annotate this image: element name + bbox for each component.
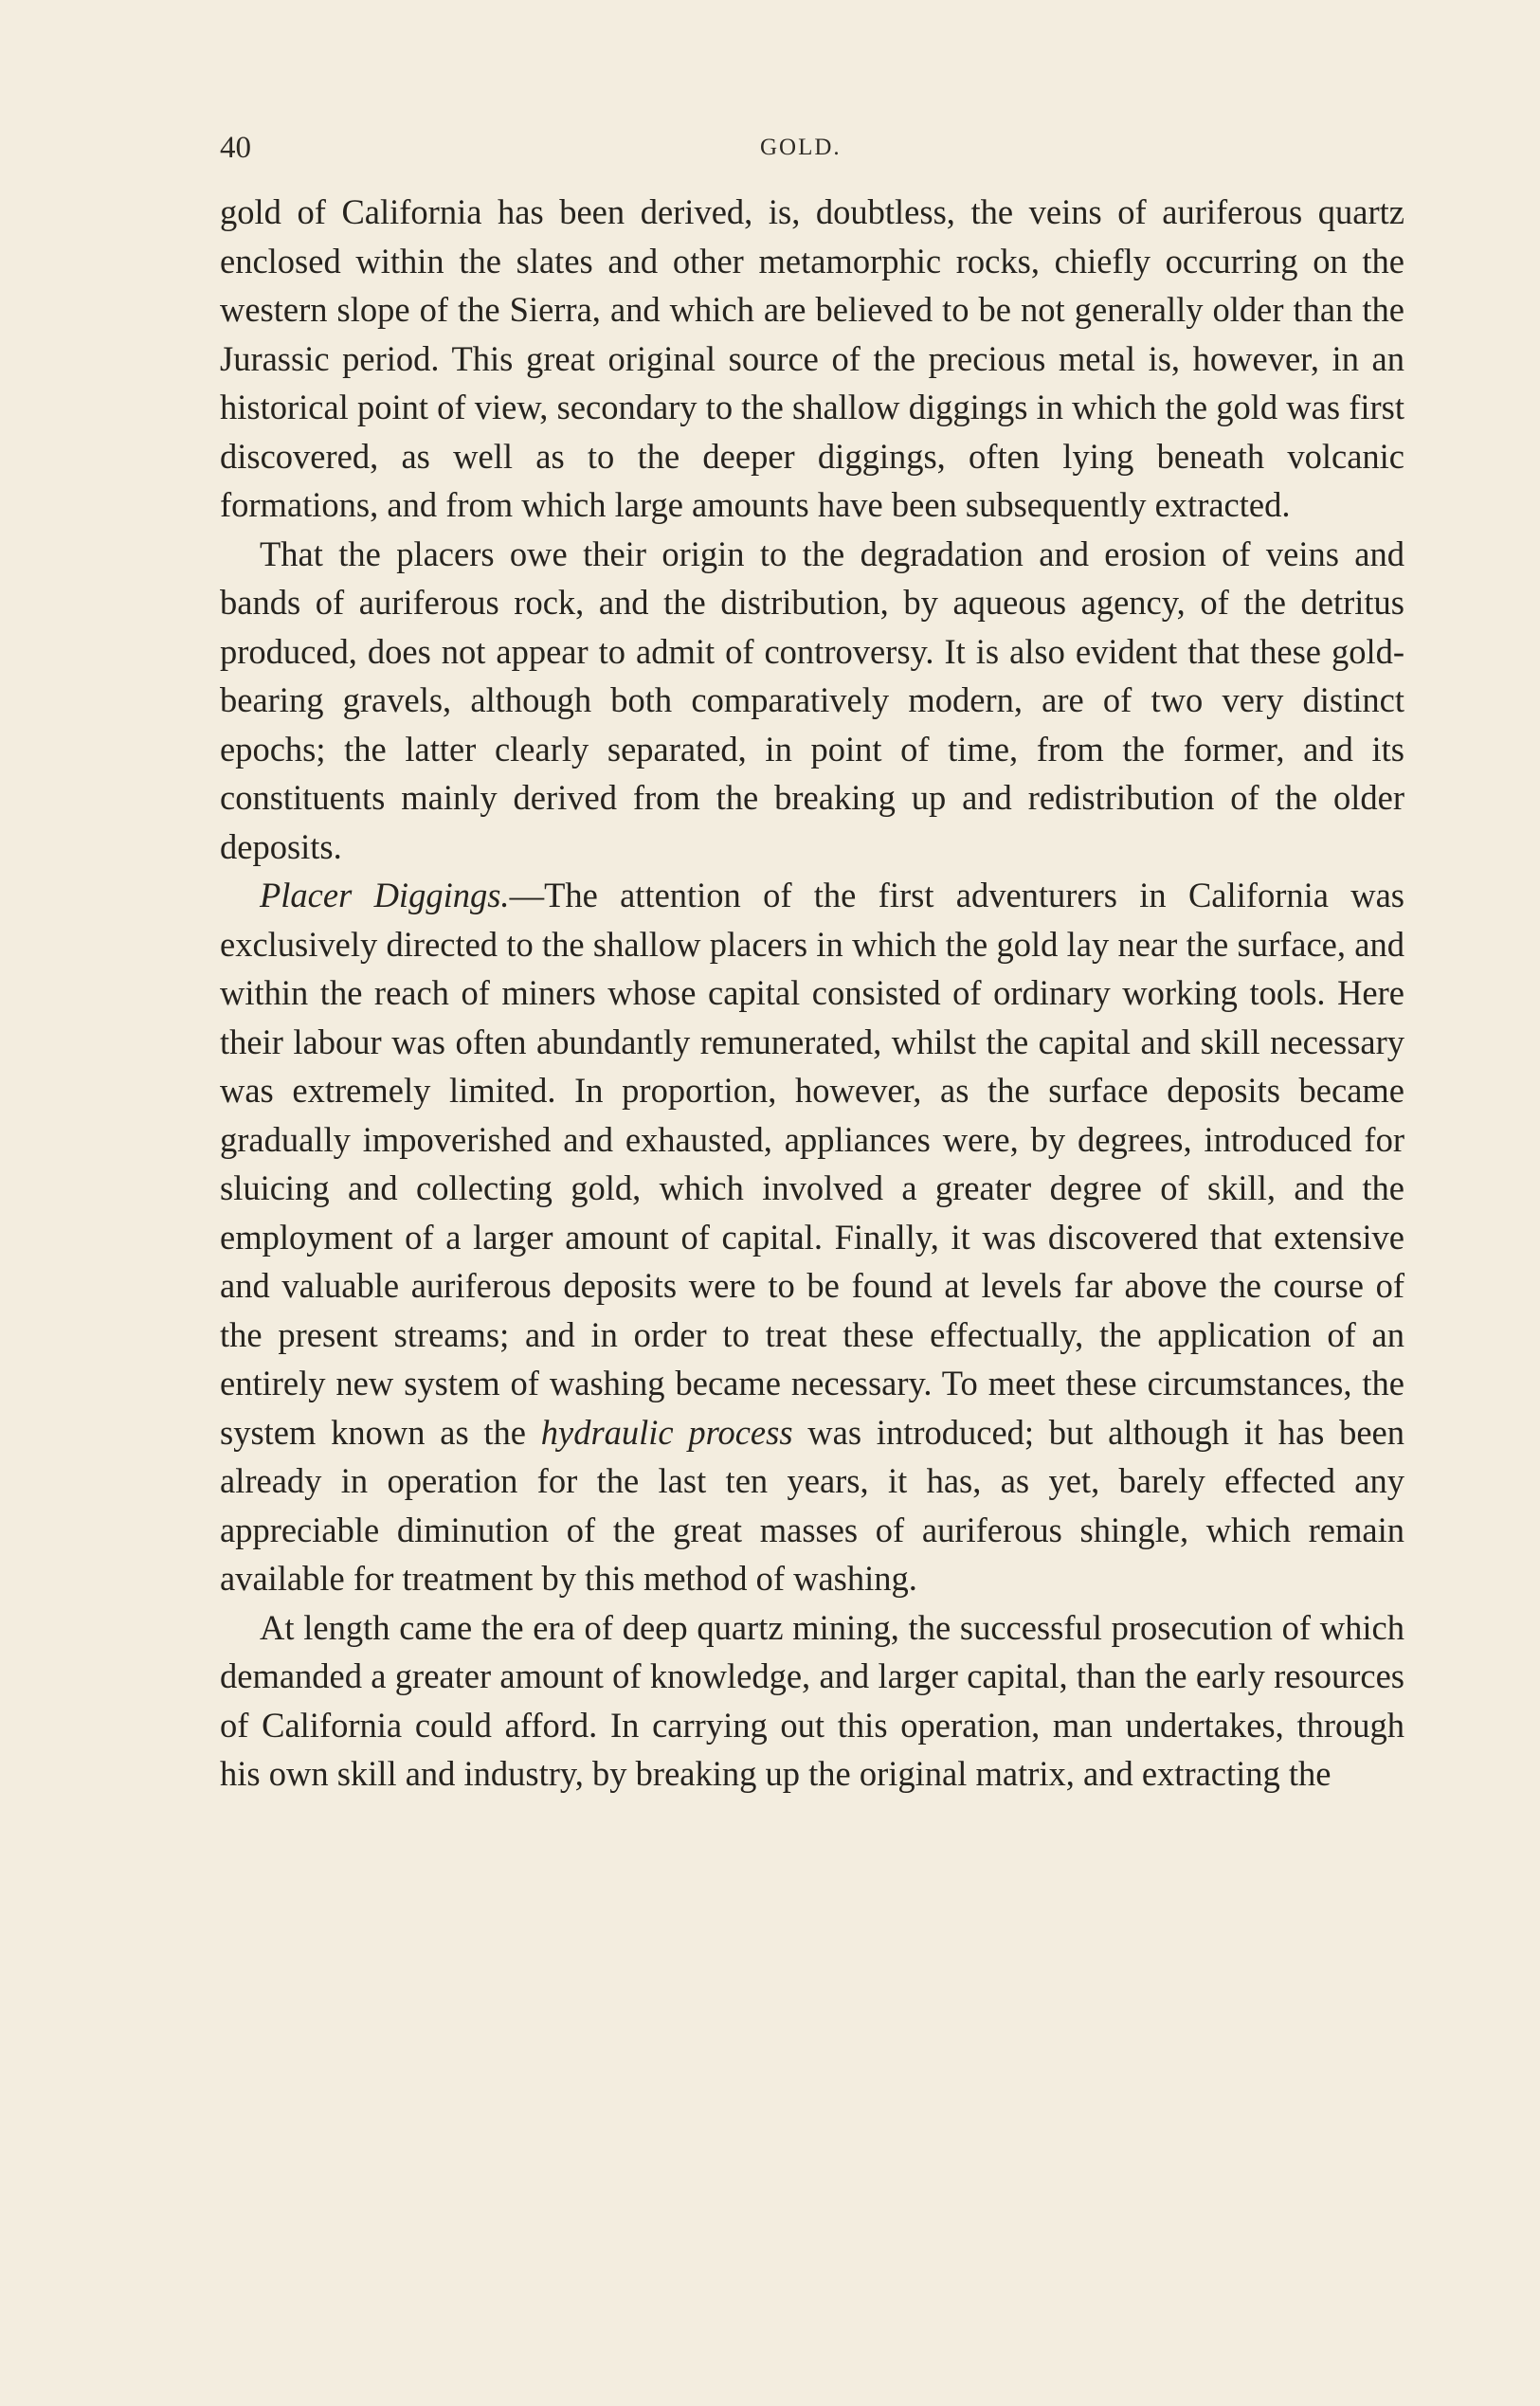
body-text <box>220 188 1404 1799</box>
page-header <box>220 131 1404 172</box>
paragraph-3-text-b: was introduced; but although it has been already in operation for the last ten years, it has, as yet, barely effected any appreciable diminution of the great masses of auriferous shingle, which remain available for treatment by this method of washing. <box>220 1412 1404 1598</box>
paragraph-3-text-a: —The attention of the first adventurers in California was exclusively directed to the shallow placers in which the gold lay near the surface, and within the reach of miners whose capital consisted of ordinary working tools. Here their labour was often abundantly remunerated, whilst the capital and skill necessary was extremely limited. In proportion, however, as the surface deposits became gradually impoverished and exhausted, appliances were, by degrees, introduced for sluicing and collecting gold, which involved a greater degree of skill, and the employment of a larger amount of capital. Finally, it was discovered that extensive and valuable auriferous deposits were to be found at levels far above the course of the present streams; and in order to treat these effectually, the application of an entirely new system of washing became necessary. To meet these circumstances, the system known as the <box>220 876 1404 1452</box>
page-number: 40 <box>220 131 251 165</box>
paragraph-1: gold of California has been derived, is, doubtless, the veins of auriferous quartz enclosed within the slates and other metamorphic rocks, chiefly occurring on the western slope of the Sierra, and which are believed to be not generally older than the Jurassic period. This great original source of the precious metal is, however, in an historical point of view, secondary to the shallow diggings in which the gold was first discovered, as well as to the deeper diggings, often lying beneath volcanic formations, and from which large amounts have been subsequently extracted. <box>220 192 1404 524</box>
running-head: GOLD. <box>760 135 842 160</box>
paragraph-2: That the placers owe their origin to the degradation and erosion of veins and bands of auriferous rock, and the distribution, by aqueous agency, of the detritus produced, does not appear to admit of controversy. It is also evident that these gold-bearing gravels, although both comparatively modern, are of two very distinct epochs; the latter clearly separated, in point of time, from the former, and its constituents mainly derived from the breaking up and redistribution of the older deposits. <box>220 534 1404 866</box>
paragraph-4: At length came the era of deep quartz mining, the successful prosecution of which demanded a greater amount of knowledge, and larger capital, than the early resources of California could afford. In carrying out this operation, man undertakes, through his own skill and industry, by breaking up the original matrix, and extracting the <box>220 1607 1404 1793</box>
section-lead-heading: Placer Diggings. <box>260 876 510 914</box>
paragraph-3 <box>220 871 1404 1603</box>
italic-term: hydraulic process <box>540 1412 793 1452</box>
